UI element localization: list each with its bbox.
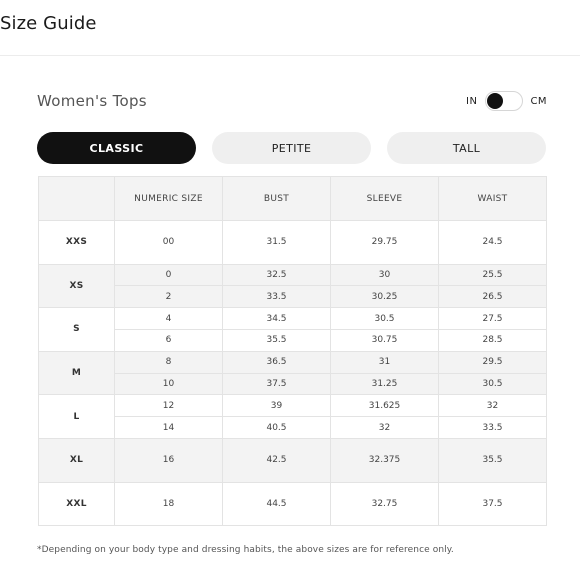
table-row [39, 221, 547, 265]
table-row [39, 286, 547, 308]
bust-cell: 42.5 [223, 438, 331, 482]
waist-cell: 37.5 [439, 482, 547, 526]
section-title: Women's Tops [37, 92, 147, 110]
waist-cell: 28.5 [439, 329, 547, 351]
sleeve-cell: 32 [331, 417, 439, 439]
page-header [0, 0, 580, 56]
sleeve-cell: 29.75 [331, 221, 439, 265]
numeric-size-cell: 6 [115, 329, 223, 351]
table-row [39, 395, 547, 417]
waist-cell: 35.5 [439, 438, 547, 482]
column-header-bust: BUST [223, 177, 331, 221]
numeric-size-cell: 18 [115, 482, 223, 526]
size-label: XXL [39, 482, 115, 526]
fit-tabs [37, 132, 547, 164]
bust-cell: 39 [223, 395, 331, 417]
unit-label-cm[interactable]: CM [530, 95, 548, 107]
size-label: XL [39, 438, 115, 482]
bust-cell: 32.5 [223, 264, 331, 286]
numeric-size-cell: 12 [115, 395, 223, 417]
switch-knob [487, 93, 503, 109]
bust-cell: 31.5 [223, 221, 331, 265]
size-label: L [39, 395, 115, 439]
waist-cell: 30.5 [439, 373, 547, 395]
size-label: XS [39, 264, 115, 308]
sleeve-cell: 32.375 [331, 438, 439, 482]
bust-cell: 36.5 [223, 351, 331, 373]
column-header-waist: WAIST [439, 177, 547, 221]
waist-cell: 27.5 [439, 308, 547, 330]
table-row [39, 373, 547, 395]
table-row [39, 264, 547, 286]
waist-cell: 25.5 [439, 264, 547, 286]
table-row [39, 438, 547, 482]
sleeve-cell: 31.25 [331, 373, 439, 395]
table-row [39, 308, 547, 330]
size-label: S [39, 308, 115, 352]
bust-cell: 40.5 [223, 417, 331, 439]
sleeve-cell: 31 [331, 351, 439, 373]
sleeve-cell: 30.5 [331, 308, 439, 330]
table-row [39, 417, 547, 439]
bust-cell: 33.5 [223, 286, 331, 308]
numeric-size-cell: 14 [115, 417, 223, 439]
sleeve-cell: 30.75 [331, 329, 439, 351]
waist-cell: 24.5 [439, 221, 547, 265]
tab-classic[interactable]: CLASSIC [37, 132, 196, 164]
numeric-size-cell: 00 [115, 221, 223, 265]
table-header-row [39, 177, 547, 221]
waist-cell: 32 [439, 395, 547, 417]
numeric-size-cell: 8 [115, 351, 223, 373]
bust-cell: 34.5 [223, 308, 331, 330]
waist-cell: 26.5 [439, 286, 547, 308]
size-label: M [39, 351, 115, 395]
sleeve-cell: 32.75 [331, 482, 439, 526]
column-header-numeric-size: NUMERIC SIZE [115, 177, 223, 221]
bust-cell: 37.5 [223, 373, 331, 395]
numeric-size-cell: 0 [115, 264, 223, 286]
page-title: Size Guide [0, 13, 97, 34]
table-row [39, 351, 547, 373]
size-label: XXS [39, 221, 115, 265]
unit-toggle[interactable] [466, 90, 547, 112]
sleeve-cell: 31.625 [331, 395, 439, 417]
footnote: *Depending on your body type and dressing habits, the above sizes are for reference only. [37, 545, 454, 555]
numeric-size-cell: 2 [115, 286, 223, 308]
column-header-sleeve: SLEEVE [331, 177, 439, 221]
table-row [39, 329, 547, 351]
waist-cell: 33.5 [439, 417, 547, 439]
sleeve-cell: 30 [331, 264, 439, 286]
numeric-size-cell: 10 [115, 373, 223, 395]
table-row [39, 482, 547, 526]
waist-cell: 29.5 [439, 351, 547, 373]
bust-cell: 35.5 [223, 329, 331, 351]
tab-petite[interactable]: PETITE [212, 132, 371, 164]
unit-switch[interactable] [485, 91, 523, 111]
sleeve-cell: 30.25 [331, 286, 439, 308]
size-table [38, 176, 547, 526]
column-header-size [39, 177, 115, 221]
bust-cell: 44.5 [223, 482, 331, 526]
numeric-size-cell: 16 [115, 438, 223, 482]
numeric-size-cell: 4 [115, 308, 223, 330]
unit-label-in[interactable]: IN [466, 95, 478, 107]
tab-tall[interactable]: TALL [387, 132, 546, 164]
